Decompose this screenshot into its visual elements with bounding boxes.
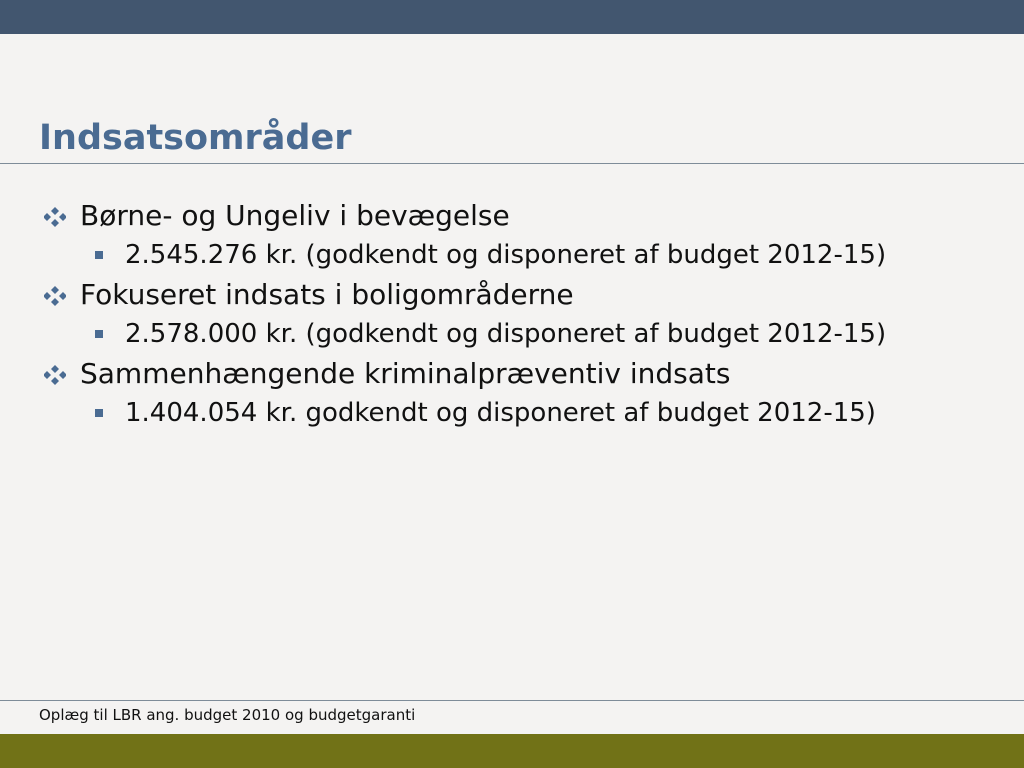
bullet-text: Sammenhængende kriminalpræventiv indsats: [80, 357, 731, 390]
diamond-bullet-icon: [44, 206, 66, 228]
sub-bullet-text: 2.545.276 kr. (godkendt og disponeret af budget 2012-15): [125, 240, 887, 270]
footer-text: Oplæg til LBR ang. budget 2010 og budgetgaranti: [39, 706, 416, 724]
header-band: [0, 0, 1024, 34]
bullet-list: [44, 197, 944, 434]
square-bullet-icon: [95, 251, 103, 259]
square-bullet-icon: [95, 330, 103, 338]
title-divider: [0, 163, 1024, 164]
bullet-text: Børne- og Ungeliv i bevægelse: [80, 199, 510, 232]
bullet-item: [44, 276, 944, 347]
sub-bullet: [80, 400, 935, 426]
bullet-item: [44, 197, 944, 268]
sub-bullet-text: 1.404.054 kr. godkendt og disponeret af budget 2012-15): [125, 398, 876, 428]
sub-bullet: [80, 242, 935, 268]
bullet-level1: [44, 197, 944, 235]
bullet-level1: [44, 276, 944, 314]
slide-title: Indsatsområder: [39, 118, 352, 158]
sub-bullet-text: 2.578.000 kr. (godkendt og disponeret af budget 2012-15): [125, 319, 887, 349]
footer-band: [0, 734, 1024, 768]
bullet-level1: [44, 355, 944, 393]
diamond-bullet-icon: [44, 285, 66, 307]
bullet-text: Fokuseret indsats i boligområderne: [80, 278, 574, 311]
sub-bullet: [80, 321, 935, 347]
square-bullet-icon: [95, 409, 103, 417]
bullet-item: [44, 355, 944, 426]
footer-divider: [0, 700, 1024, 701]
diamond-bullet-icon: [44, 364, 66, 386]
